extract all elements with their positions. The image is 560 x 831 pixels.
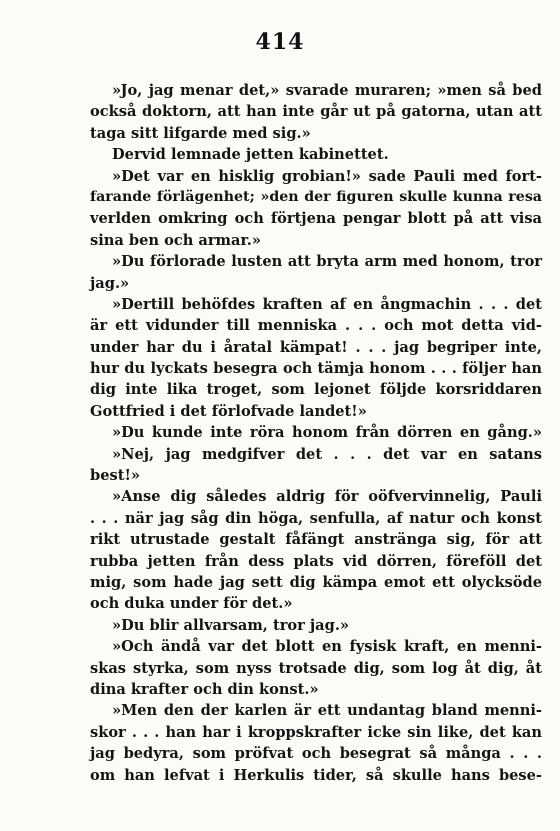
text-line: skas styrka, som nyss trotsade dig, som log åt dig, åt bbox=[90, 659, 542, 677]
text-line: »Du blir allvarsam, tror jag.» bbox=[112, 616, 350, 634]
text-line: och duka under för det.» bbox=[90, 595, 293, 613]
text-line: »Du kunde inte röra honom från dörren en gång.» bbox=[112, 424, 542, 442]
text-line: jag.» bbox=[90, 274, 130, 292]
text-line: verlden omkring och förtjena pengar blott på att visa bbox=[90, 210, 542, 228]
text-line: Dervid lemnade jetten kabinettet. bbox=[112, 146, 389, 164]
text-line: »Nej, jag medgifver det . . . det var en satans bbox=[112, 445, 542, 463]
text-line: under har du i åratal kämpat! . . . jag begriper inte, bbox=[90, 338, 542, 356]
text-line: farande förlägenhet; »den der figuren skulle kunna resa bbox=[90, 188, 542, 205]
text-line: Gottfried i det förlofvade landet!» bbox=[90, 402, 367, 420]
text-line: mig, som hade jag sett dig kämpa emot ett olycksöde bbox=[90, 573, 542, 591]
text-line: jag bedyra, som pröfvat och besegrat så många . . . bbox=[90, 745, 542, 763]
text-line: »Och ändå var det blott en fysisk kraft, en menni- bbox=[112, 638, 542, 656]
text-line: dina krafter och din konst.» bbox=[90, 680, 319, 698]
body-text bbox=[90, 80, 542, 786]
text-line: »Jo, jag menar det,» svarade muraren; »men så bed bbox=[112, 82, 542, 99]
text-line: också doktorn, att han inte går ut på gatorna, utan att bbox=[90, 103, 542, 121]
text-line: hur du lyckats besegra och tämja honom . . . följer han bbox=[90, 360, 542, 378]
text-line: om han lefvat i Herkulis tider, så skulle hans bese- bbox=[90, 766, 542, 784]
text-line: »Dertill behöfdes kraften af en ångmachin . . . det bbox=[112, 295, 542, 313]
text-line: . . . när jag såg din höga, senfulla, af natur och konst bbox=[90, 509, 542, 527]
text-line: »Det var en hisklig grobian!» sade Pauli med fort- bbox=[112, 167, 542, 185]
text-line: är ett vidunder till menniska . . . och mot detta vid- bbox=[90, 317, 542, 335]
text-line: dig inte lika troget, som lejonet följde korsriddaren bbox=[90, 381, 542, 399]
text-line: »Du förlorade lusten att bryta arm med honom, tror bbox=[112, 253, 542, 271]
text-line: rubba jetten från dess plats vid dörren, föreföll det bbox=[90, 552, 542, 570]
text-line: best!» bbox=[90, 467, 140, 485]
page-number: 414 bbox=[255, 29, 305, 55]
text-line: »Men den der karlen är ett undantag bland menni- bbox=[112, 702, 542, 720]
text-line: sina ben och armar.» bbox=[90, 231, 261, 249]
text-line: »Anse dig således aldrig för oöfvervinnelig, Pauli bbox=[112, 488, 542, 506]
text-line: rikt utrustade gestalt fåfängt anstränga sig, för att bbox=[90, 531, 542, 549]
text-line: skor . . . han har i kroppskrafter icke sin like, det kan bbox=[90, 723, 542, 741]
text-line: taga sitt lifgarde med sig.» bbox=[90, 124, 311, 142]
